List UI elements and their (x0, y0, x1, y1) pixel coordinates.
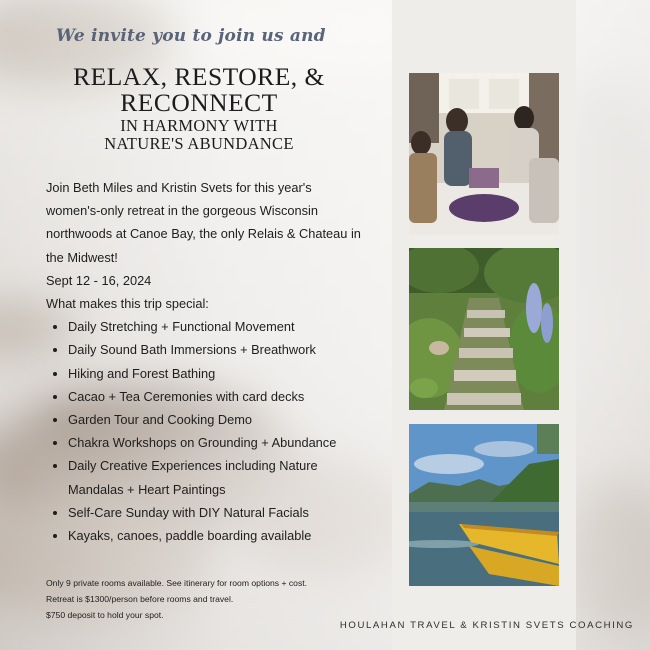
headline-line-1: RELAX, RESTORE, & (73, 62, 325, 91)
list-item: • Daily Stretching + Functional Movement (68, 315, 366, 338)
headline-line-2: RECONNECT (120, 88, 278, 117)
subheadline-line-1: IN HARMONY WITH (120, 116, 278, 135)
highlights-list (46, 315, 366, 547)
deposit-note: $750 deposit to hold your spot. (46, 610, 164, 620)
pricing-notes (46, 575, 307, 623)
retreat-description: Join Beth Miles and Kristin Svets for this year's women's-only retreat in the gorgeous Wisconsin northwoods at Canoe Bay, the only Relais & Chateau in the Midwest! (46, 180, 361, 265)
list-item: • Cacao + Tea Ceremonies with card decks (68, 385, 366, 408)
garden-path-photo (409, 248, 559, 410)
page-headline (40, 64, 358, 152)
price-note: Retreat is $1300/person before rooms and travel. (46, 594, 234, 604)
list-item: • Self-Care Sunday with DIY Natural Facials (68, 501, 366, 524)
footer-credits: HOULAHAN TRAVEL & KRISTIN SVETS COACHING (339, 620, 634, 631)
retreat-details (46, 176, 366, 547)
retreat-dates: Sept 12 - 16, 2024 (46, 272, 152, 288)
subheadline-line-2: NATURE'S ABUNDANCE (104, 134, 294, 153)
special-heading: What makes this trip special: (46, 296, 209, 312)
rooms-note: Only 9 private rooms available. See itinerary for room options + cost. (46, 578, 308, 588)
list-item: • Hiking and Forest Bathing (68, 362, 366, 385)
list-item: • Chakra Workshops on Grounding + Abundance (68, 431, 366, 454)
invite-tagline: We invite you to join us and (56, 26, 326, 46)
list-item: • Daily Creative Experiences including Nature Mandalas + Heart Paintings (68, 454, 366, 500)
lake-canoe-photo (409, 424, 559, 586)
tea-ceremony-photo (409, 73, 559, 235)
list-item: • Garden Tour and Cooking Demo (68, 408, 366, 431)
list-item: • Kayaks, canoes, paddle boarding available (68, 524, 366, 547)
list-item: • Daily Sound Bath Immersions + Breathwork (68, 338, 366, 361)
